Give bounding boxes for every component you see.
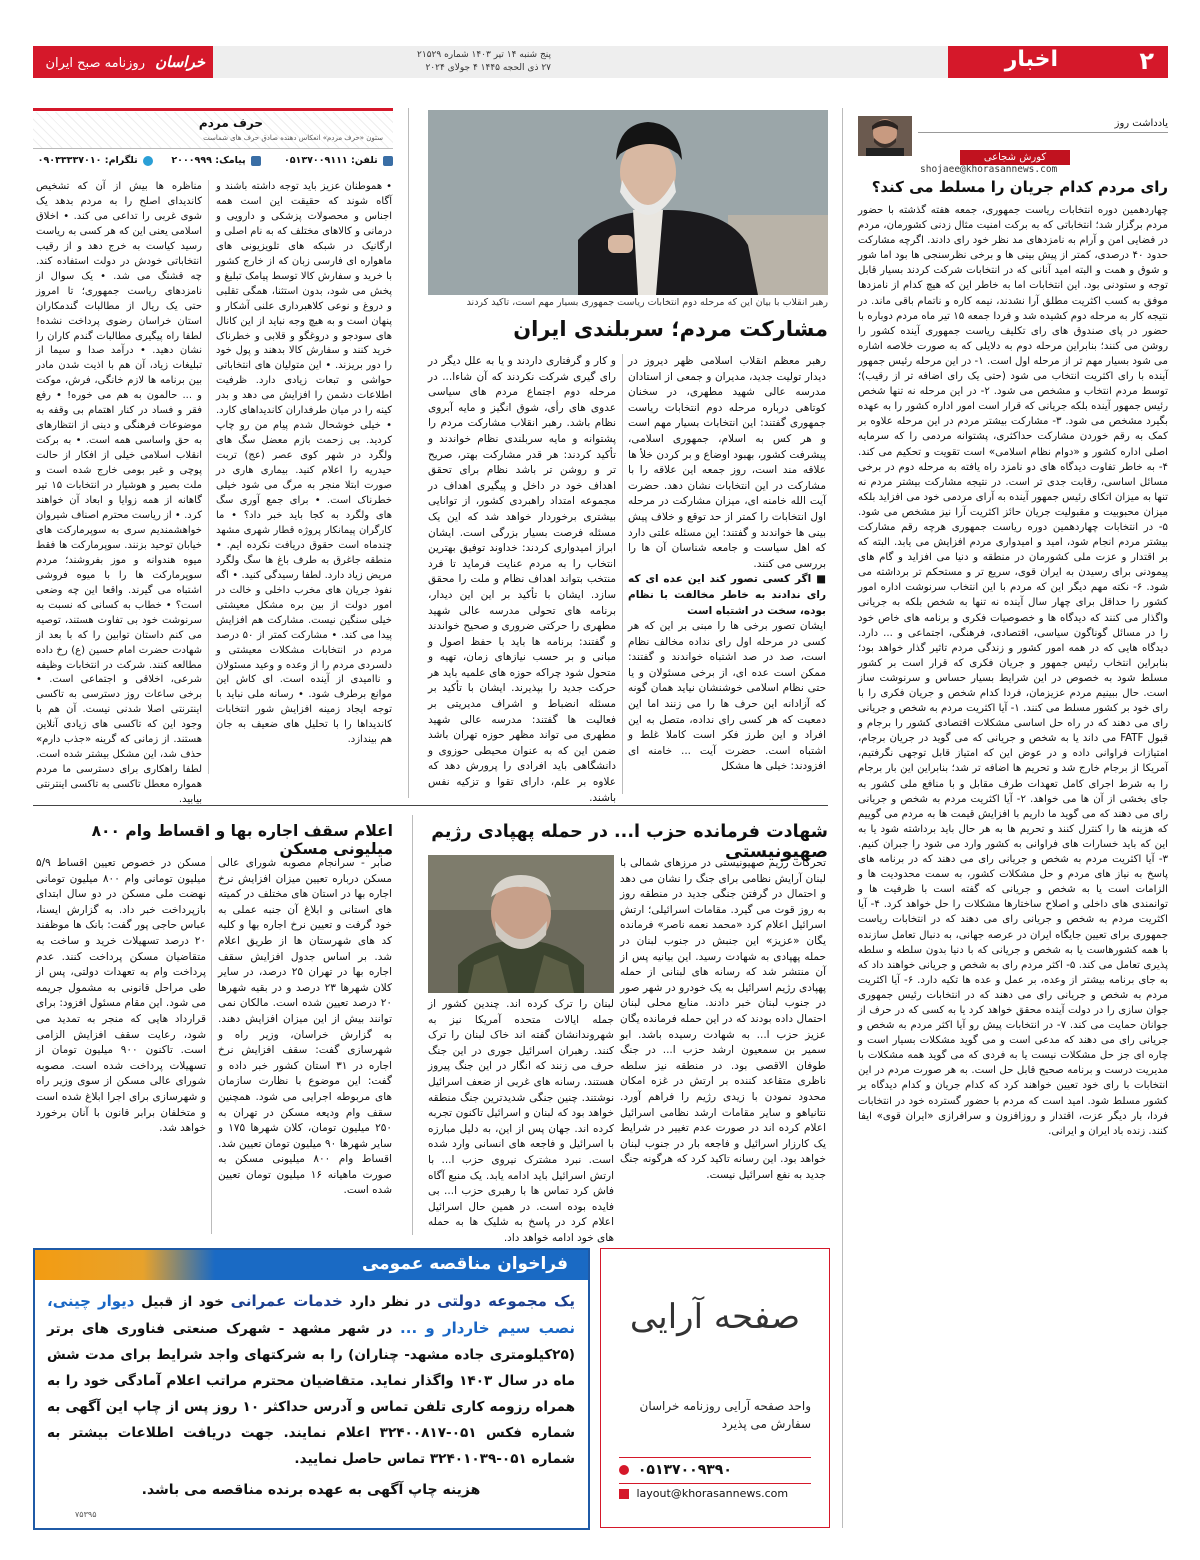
contact-telegram[interactable]	[38, 155, 153, 166]
contact-phone-number: ۰۵۱۳۷۰۰۹۱۱۱	[283, 155, 348, 166]
tender-ad-location: در شهر مشهد - شهرک صنعتی فناوری های برتر (۲۵کیلومتری جاده مشهد- چناران) را به شرکتهای واجد شرایط برای مدت شش ماه در سال ۱۴۰۳ واگذار نماید.	[47, 1321, 576, 1389]
tender-ad-work-text: خود از قبیل	[141, 1294, 225, 1310]
people-column-subtitle: ستون «حرف مردم» انعکاس دهنده صادق حرف های شماست	[203, 134, 383, 142]
opinion-author: کورش شجاعی	[960, 150, 1070, 165]
layout-ad-phone[interactable]	[619, 1457, 811, 1482]
main-article-divider	[622, 354, 623, 794]
layout-ad-description: واحد صفحه آرایی روزنامه خراسان سفارش می پذیرد	[639, 1399, 811, 1431]
people-column-divider	[208, 180, 209, 774]
newspaper-logo-band	[33, 46, 213, 78]
phone-icon	[383, 156, 393, 166]
main-article-subhead: ■ اگر کسی تصور کند این عده ای که رای ندادند به خاطر مخالفت با نظام بوده، سخت در اشتباه است	[628, 573, 826, 617]
contact-phone-label: تلفن:	[351, 155, 378, 166]
tender-ad-title: فراخوان مناقصه عمومی	[361, 1254, 568, 1274]
main-article-lead: رهبر معظم انقلاب اسلامی ظهر دیروز در دیدار تولیت جدید، مدیران و جمعی از استادان مدرسه عالی شهید مطهری، در سخنان کوتاهی درباره مرحله دوم انتخابات ریاست جمهوری گفتند: این انتخابات بسیار مهم است و هر کس به اسلام، جمهوری اسلامی، پیشرفت کشور، بهبود اوضاع و بر کردن خلأ ها علاقه مند است، روز جمعه این علاقه را با مشارکت در این انتخابات نشان دهد. حضرت آیت الله خامنه ای، میزان مشارکت در مرحله اول انتخابات را کمتر از حد توقع و خلاف پیش بینی ها خواندند و گفتند: این مسئله علتی دارد که اهل سیاست و جامعه شناسان آن ها را بررسی می کنند.	[628, 355, 826, 570]
sms-icon	[251, 156, 261, 166]
opinion-body: چهاردهمین دوره انتخابات ریاست جمهوری، جمعه هفته گذشته با حضور مردم برگزار شد؛ انتخاباتی که به برکت امنیت مثال زدنی کشورمان، مردم در فضایی امن و آرام به نامزدهای مد نظر خود رای دادند. اگرچه مشارکت حدود ۴۰ درصدی، کمتر از پیش بینی ها و برخی نظرسنجی ها بود اما شور و شوق و همت و البته امید آنانی که در انتخابات شرکت کردند بسیار قابل توجه و ستودنی بود. این انتخابات اما به خاطر این که هیچ کدام از نامزدها موفق به کسب اکثریت مطلق آرا نشدند، نیمه کاره و ناتمام باقی ماند. در نتیجه کار به مرحله دوم کشیده شد و فردا جمعه ۱۵ تیر ماه مردم دوباره با حضور در پای صندوق های رای تکلیف ریاست جمهوری آینده کشور را روشن می کنند؛ بنابراین مرحله دوم به دلایلی که به صورت خلاصه اشاره می شود بسیار مهم تر از مرحله اول است. ۱- در این مرحله رئیس جمهور آینده با رای اکثریت انتخاب می شود (حتی یک رای اضافه تر از رقیب)؛ توسط مردم انتخاب و مشخص می شود. ۲- در این مرحله نه تنها شخص رئیس جمهور آینده بلکه جریانی که قرار است امور اداره کشور را به عهده بگیرد مشخص می شود. ۳- مشارکت بیشتر مردم در این مرحله علاوه بر کمک به رقم خوردن مشارکت حداکثری، پشتوانه مردمی را که سرمایه اصلی اداره کشور و «دوام نظام اسلامی» است تقویت و تحکیم می کند. ۴- به خاطر تفاوت دیدگاه های دو نامزد راه یافته به مرحله دوم در برخی مسائل اساسی، رقابت جدی تر است. در نتیجه مشارکت بیشتر مردم نه تنها به میزان اتکای رئیس جمهور آینده به آرای مردمی خود می افزاید بلکه میزان محبوبیت و مقبولیت جریان حائز اکثریت آرا نیز مشخص می شود. ۵- در انتخابات چهاردهمین دوره ریاست جمهوری هرچه رقم مشارکت بیشتر مردم انجام شود، امید و امیدواری مردم افزایش می یابد. البته که بر اقتدار و عزت ملی کشورمان در منطقه و دنیا می افزاید و گام های پیمودنی برای رسیدن به ایران قوی، سریع تر و مستحکم تر برداشته می شود. ۶- نکته مهم دیگر این که مردم با این انتخاب سرنوشت اداره امور کشور را حداقل برای چهار سال آینده نه تنها به شخص بلکه به جریانی واگذار می کنند که دیدگاه ها و خصوصیات فکری و برنامه های خاص خود را در مسائل گوناگون سیاسی، اقتصادی، فرهنگی، اجتماعی و ... دارد. دیدگاه هایی که در همه امور کشور و زندگی مردم تاثیر گذار خواهد بود؛ بنابراین انتخاب رئیس جمهور و جریان فکری که قرار است بر کشور مسلط شود به خصوص در این شرایط بسیار حساس و سرنوشت ساز است. حال ببینیم مردم عزیزمان، فردا کدام شخص و جریان فکری را با رای خود بر کشور مسلط می کنند. ۱- آیا اکثریت مردم به شخص و جریانی رای می دهند که در راه حل اساسی مشکلات اقتصادی کشور را برجام و قبول FATF می داند یا به شخص و جریانی که می گوید در جریان برجام، امتیازات فراوانی داده و در عوض این که امتیاز قابل توجهی نگرفتیم، آمریکا از برجام خارج شد و تحریم ها اضافه تر شد؛ بنابراین این بار برجام را به شرط اجرای کامل تعهدات طرف مقابل و با منافع ملی کشور به جای بخشی از آن ها می خواهد. ۲- آیا اکثریت مردم به شخص و جریانی رای می دهند که می گوید ما داریم با افزایش قیمت ها به مردم می گوییم که هزینه ها را کنترل کنند و تحریم ها به هر حال باید برداشته شود یا به این که باید خسارات های فراوانی به کشور وارد می شود را جبران کنیم. ۳- آیا اکثریت مردم به شخص و جریانی رای می دهند که در برنامه های پاسخ به نیاز های مردم و حل مشکلات کشور، به سمت محدودیت ها و الزامات است یا به شخص و جریانی که گفته است با ظرفیت ها و توانمندی های داخلی و اصلاح ساختارها مشکلات را حل خواهد کرد. ۴- آیا اکثریت مردم به شخص و جریانی رای می دهند که در انتخابات ریاست جمهوری برای تعیین جایگاه ایران در عرصه جهانی، به دنبال تعامل سازنده با همه کشورهاست یا به شخص و جریانی که با دنیا بدون سلطه و سلطه پذیری تعامل می کند. ۵- اکثر مردم رای به شخص و جریانی خواهند داد که به جای برنامه بیشتر از وعده، بر عمل و عده ها تکیه دارد. ۶- آیا اکثریت مردم به شخص و جریانی رای می دهند که در انتخابات رئیس جمهوری جوان سازی را در دولت آینده محقق خواهد کرد یا به کسی که در حرف از جوانان حمایت می کند. ۷- در انتخابات پیش رو آیا اکثر مردم به شخص و جریانی رای می دهند که مدعی است و می گوید مشکلات بسیار است و چاره ای جز حل مشکلات نیست یا به فردی که می گوید همه مشکلات با مدیریت درست و برنامه صحیح قابل حل است. به هر صورت مردم در این انتخابات با رای خود تعیین خواهند کرد که کدام جریان و کدام دیدگاه بر کشور مسلط شود. امید است که مردم با حضور گسترده خود در انتخابات فردا، بار دیگر عزت، اقتدار و روزافزون و سرافرازی «ایران قوی» ایفا کنند. زنده باد ایران و ایرانی.	[858, 205, 1169, 1137]
layout-ad-email[interactable]	[619, 1483, 811, 1504]
contact-sms-number: ۲۰۰۰۹۹۹	[171, 155, 212, 166]
people-contact-bar	[33, 155, 393, 173]
tender-ad[interactable]	[33, 1248, 590, 1530]
issue-date-line-1: پنج شنبه ۱۴ تیر ۱۴۰۳ شماره ۲۱۵۲۹	[417, 50, 551, 60]
section-title: اخبار	[1004, 47, 1058, 72]
people-column-title: حرف مردم	[198, 116, 263, 130]
tender-ad-work: خدمات عمرانی	[230, 1292, 343, 1310]
contact-phone[interactable]	[284, 155, 393, 166]
tender-ad-work-items: دیوار چینی، نصب سیم خاردار و ...	[47, 1292, 575, 1337]
hezbollah-article-photo	[428, 855, 614, 993]
contact-telegram-number: ۰۹۰۳۳۳۳۷۰۱۰	[37, 155, 102, 166]
layout-service-ad[interactable]	[600, 1248, 830, 1528]
page-number: ۲	[1139, 47, 1154, 75]
issue-date	[401, 49, 551, 75]
contact-sms-label: پیامک:	[215, 155, 246, 166]
issue-date-line-2: ۲۷ ذی الحجه ۱۴۴۵ ۴ جولای ۲۰۲۴	[425, 63, 551, 73]
hezbollah-article-title: شهادت فرمانده حزب ا... در حمله پهپادی رژیم صهیونیستی	[431, 822, 828, 862]
main-article-title: مشارکت مردم؛ سربلندی ایران	[513, 317, 828, 341]
email-icon	[619, 1489, 629, 1499]
section-band	[948, 46, 1168, 78]
hezbollah-article-col-1: تحرکات رژیم صهیونیستی در مرزهای شمالی با لبنان آرایش نظامی برای جنگ را نشان می دهد و احتمال در گرفتن جنگی جدید در منطقه روز به روز قوت می گیرد. مقامات اسرائیلی؛ ارتش اسرائیل اعلام کرد «محمد نعمه ناصر» فرمانده یگان «عزیز» این جنبش در جنوب لبنان در حمله پهپادی به شهادت رسید. این بیانیه پس از آن منتشر شد که رسانه های لبنانی از حمله پهپادی رژیم اسرائیل به یک خودرو در شهر صور در جنوب لبنان خبر دادند. منابع محلی لبنان احتمال داده بودند که در این حمله فرمانده یگان عزیز حزب ا... به شهادت رسیده باشد. ابو سمیر بن سمعیون ارشد حزب ا... در جنگ طوفان الاقصی بود. در منطقه نیز سلطه ناظری متقاعد کننده بر ارتش در غزه امکان محدود نمودن با زیدی رژیم را فراهم آورد. نتانیاهو و سایر مقامات ارشد نظامی اسرائیل اعلام کرده اند در صورت عدم تغییر در شرایط یک کارزار اسرائیل و فاجعه بار در جنوب لبنان خواهد بود. این رسانه تاکید کرد که هرگونه جنگ جدید به نفع اسرائیل نیست.	[620, 857, 826, 1181]
main-article-caption: رهبر انقلاب با بیان این که مرحله دوم انتخابات ریاست جمهوری بسیار مهم است، تاکید کردند	[466, 297, 828, 308]
opinion-title: رای مردم کدام جریان را مسلط می کند؟	[871, 178, 1168, 196]
newspaper-logo[interactable]	[45, 53, 205, 71]
main-article-photo	[428, 110, 828, 295]
main-article-col-left: و کار و گرفتاری داردند و یا به علل دیگر در رای گیری شرکت نکردند که آن شاءا... در مرحله دوم اجتماع مردم های سیاسی عدوی های رأی، شوق انگیز و مایه آبروی نظام باشد. رهبر انقلاب مشارکت مردم را پشتوانه و مایه سربلندی نظام خواندند و تأکید کردند: هر قدر مشارکت بهتر، صریح تر و روشن تر باشد نظام برای تحقق اهداف خود در داخل و پیگیری اهداف در مجموعه امتداد راهبردی کشور، از توانایی بیشتری برخوردار خواهد شد که این یک مسئله فرصت بسیار بزرگی است. ایشان ابراز امیدواری کردند: خداوند توفیق بهترین انتخاب را به مردم عنایت فرماید تا فرد منتخب بتواند اهداف نظام و ملت را محقق سازد. ایشان با تأکید بر این این دیدار، برنامه های تحولی مدرسه عالی شهید مطهری را حرکتی ضروری و صحیح خواندند و گفتند: برنامه ها باید با حفظ اصول و مبانی و بر حسب نیازهای زمان، تهیه و متحول شود چراکه حوزه های علمیه باید هر حرکت جدید را بپذیرند. ایشان با تأکید بر مسئله انضباط و اشراف مدیریتی بر فعالیت ها گفتند: مدرسه عالی شهید مطهری می تواند مظهر حوزه تهران باشد ضمن این که به عنوان محیطی حوزوی و دانشگاهی باید افرادی را پرورش دهد که علاوه بر علم، دارای تقوا و تزکیه نفس باشند.	[428, 355, 616, 804]
logo-sub-text: روزنامه صبح ایران	[45, 56, 145, 71]
logo-main-text: خراسان	[155, 53, 205, 71]
tender-ad-intro: در نظر دارد	[349, 1294, 431, 1310]
people-column-text-1: • هموطنان عزیز باید توجه داشته باشند و آگاه شوند که حقیقت این است همه اجناس و محصولات پزشکی و دارویی و درمانی و کالاهای مختلف که به نام اصلی و ارگانیک در شبکه های تلویزیونی های ماهواره ای فارسی زبان که از خارج کشور با خرید و سفارش کالا توسط پیامک تبلیغ و پخش می شود، بدون استثنا، همگی تقلبی و دروغ و نوعی کلاهبرداری علنی آشکار و پنهان است و به هیچ وجه نباید از این کانال های سودجو و دروغگو و قلابی و خطرناک خرید کنند و سفارش کالا بدهند و پول خود را دور بریزند. • این متولیان های انتخاباتی حواشی و تبعات زیادی دارد. ظرفیت اطلاعات دشمن را افزایش می دهد و بدر کینه را در میان طرفداران کاندیداهای کارد. • خیلی خوشحال شدم پیام من رو چاپ کردید. بی زحمت بازم معضل سگ های ولگرد در شهر کوی عصر (عج) تربت حیدریه را اعلام کنید. بیماری هاری در صورت ابتلا منجر به مرگ می شود خیلی خطرناک است. • برای جمع آوری سگ های ولگرد به کجا باید خبر داد؟ • ما کارگران پیمانکار پروژه قطار شهری مشهد چندماه است حقوق دریافت نکرده ایم. • منطقه جاغرق به طرف باغ ها سگ ولگرد مریض زیاد دارد. لطفا رسیدگی کنید. • اگه نفوذ جریان های مخرب داخلی و خالت در امور دولت از بین بره مشکل معیشتی خیلی سنگین نیست. مشارکت هم افزایش پیدا می کند. • مشارکت کمتر از ۵۰ درصد مردم در انتخابات مشکلات معیشتی و دلسردی مردم را از وعده و وعید مسئولان و ناامیدی از آینده است. ای کاش این موانع برطرف شود. • رسانه ملی نباید با توجه ایجاد زمینه افزایش شور انتخابات کاندیداها را با تحلیل های ضعیف به جان هم بیندازد.	[216, 181, 392, 746]
rent-article-title: اعلام سقف اجاره بها و اقساط وام ۸۰۰ میلیونی مسکن	[91, 822, 393, 858]
tender-ad-info: جهت دریافت اطلاعات بیشتر به شماره ۰۵۱-۳۲۴۰۱۰۳۹ تماس حاصل نمایید.	[47, 1425, 575, 1467]
header-date-band	[213, 46, 948, 78]
column-divider	[408, 108, 409, 798]
contact-sms[interactable]	[171, 155, 261, 166]
opinion-author-email[interactable]: shojaee@khorasannews.com	[920, 164, 1058, 175]
telegram-icon	[143, 156, 153, 166]
main-article-continued: ایشان تصور برخی ها را مبنی بر این که هر کسی در مرحله اول رای نداده مخالف نظام است، صد در صد اشتباه خواندند و گفتند: ممکن است عده ای، از برخی مسئولان و یا حتی نظام اسلامی خوشنشان نیاید همان گونه که آزادانه این حرف ها را می زنند اما این دمعیت که هر کسی رای نداده، متصل به این افراد و این طرز فکر است کاملا غلط و اشتباه است. حضرت آیت ... خامنه ای افزودند: خیلی ها مشکل	[628, 620, 826, 773]
layout-ad-title: صفحه آرایی	[629, 1297, 801, 1337]
rent-article-divider	[211, 856, 212, 1234]
tender-ad-header	[35, 1250, 588, 1280]
rent-article-col-1: صابر - سرانجام مصوبه شورای عالی مسکن درباره تعیین میزان افزایش نرخ اجاره بها در استان های مختلف در کمیته های استانی و ابلاغ آن جنبه عملی به خود گرفت و تعیین نرخ اجاره بها و کلیه کد های شهرستان ها از طریق اعلام شد. بر اساس جدول افزایش سقف اجاره بها در تهران ۲۵ درصد، در سایر کلان شهرها ۲۳ درصد و در بقیه شهرها ۲۰ درصد تعیین شده است. مالکان نمی توانند بیش از این میزان افزایش دهند. به گزارش خراسان، وزیر راه و شهرسازی گفت: سقف افزایش نرخ اجاره در ۳۱ استان کشور خبر داده و گفت: این موضوع با نظارت سازمان های مربوطه اجرایی می شود. همچنین سقف وام ودیعه مسکن در تهران به ۲۵۰ میلیون تومان، کلان شهرها ۱۷۵ و سایر شهرها ۹۰ میلیون تومان تعیین شد. اقساط وام ۸۰۰ میلیونی مسکن به صورت ماهیانه ۱۶ میلیون تومان تعیین شده است.	[218, 857, 392, 1197]
main-article-col-right	[628, 354, 826, 796]
page-header	[33, 46, 1168, 78]
tender-ad-body	[47, 1288, 575, 1472]
people-column-text-2: مناظره ها بیش از آن که تشخیص کاندیدای اصلح را به مردم بدهد یک شوی غربی را تداعی می کند. • اخلاق اسلامی یعنی این که هر کسی به ریاست رسید کیاست به خرج دهد و از رقیب انتخاباتی خودش در دولت استفاده کند. چه قشنگ می شد. • یک سوال از نامزدهای ریاست جمهوری؛ تا امروز حتی یک ریال از مطالبات گندمکاران استان خراسان رضوی پرداخت نشده! لطفا راه پیگیری مطالبات گندم کاران را نشان دهید. • درآمد صدا و سیما از تبلیغات زیاد، آن هم با اذیت شدن مادر بین برنامه ها لازم خانگی، فرش، موکت و ... حالمون به هم می خوره! • رفع فقر و فساد در کنار اهتمام بی وقفه به موضوعات فرهنگی و دینی از انتظارهای به حق واساسی همه است. • به برکت انقلاب اسلامی خیلی از افکار از حالت پوچی و غیر بومی خارج شده است و ملت بصیر و هوشیار در انتخابات ۱۵ تیر گاهانه از همه زوایا و ابعاد آن خواهند کرد. • از ریاست محترم اصناف شیروان خواهشمندیم سری به سوپرمارکت های خیابان توحید بزنند. سوپرمارکت ها فقط میوه هندوانه و موز بفروشند؛ مردم سوپرمارکت ها را با میوه فروشی اشتباه می گیرند. واقعا این چه وضعی است؟ • خطاب به کسانی که نسبت به سرنوشت خود بی تفاوت هستند، توصیه می کنم داستان توابین را که با بعد از شهادت حضرت امام حسین (ع) رخ داده مطالعه کنند. شرکت در انتخابات وظیفه شرعی، اخلاقی و اجتماعی است. • برخی ساعات روز دسترسی به تاکسی اینترنتی اصلا شدنی نیست. آن هم با وجود این که تاکسی های زیادی آنلاین هستند. از زمانی که گرینه «جذب دارم» حذف شد، این مشکل بیشتر شده است. لطفا راهکاری برای دسترسی ما مردم همواره معطل تاکسی به تاکسی اینترنتی بیابید.	[35, 181, 203, 806]
tender-ad-footer: هزینه چاپ آگهی به عهده برنده مناقصه می باشد.	[141, 1482, 481, 1498]
opinion-kicker: یادداشت روز	[918, 118, 1168, 133]
phone-icon	[619, 1465, 629, 1475]
contact-telegram-label: تلگرام:	[104, 155, 138, 166]
hezbollah-article-col-2: لبنان را ترک کرده اند. چندین کشور از جمله ایالات متحده آمریکا نیز به شهروندانشان گفته اند خاک لبنان را ترک کنند. رهبران اسرائیل جوری در این جنگ حرف می زنند که انگار در این جنگ پیروز هستند. رسانه های غربی از ضعف اسرائیل نوشتند. چنین جنگی شدیدترین جنگ منطقه خواهد بود که لبنان و اسرائیل تاکنون تجربه کرده اند. جهان پس از این، به دلیل مبارزه با اسرائیل و فاجعه های انسانی وارد شده است. نبرد مشترک نیروی حزب ا... با ارتش اسرائیل باید ادامه یابد. یک منبع آگاه فاش کرد تماس ها با رهبری حزب ا... بی فایده بوده است. در همین حال اسرائیل اعلام کرد در پاسخ به شلیک ها به حمله های خود ادامه خواهد داد.	[428, 998, 614, 1244]
tender-ad-code: ۷۵۳۹۵	[75, 1510, 97, 1519]
column-divider	[412, 815, 413, 1235]
layout-ad-phone-number: ۰۵۱۳۷۰۰۹۳۹۰	[637, 1462, 732, 1478]
people-column-header	[33, 112, 393, 149]
rent-article-col-2: مسکن در خصوص تعیین اقساط ۵/۹ میلیون تومانی وام ۸۰۰ میلیون تومانی نهضت ملی مسکن در دو سال ابتدای بازپرداخت خبر داد. به گزارش ایسنا، عباس حاجی پور گفت: بانک ها موظفند ۲۰ درصد تسهیلات خرید و ساخت به متقاضیان مسکن پرداخت کنند. عدم پرداخت وام به تعهدات دولتی، پس از طی مراحل قانونی به مشمول جریمه می شود. این مقام مسئول افزود: برای قرارداد هایی که منجر به تمدید می شود، رعایت سقف افزایش الزامی است. تاکنون ۹۰۰ میلیون تومان از تسهیلات پرداخت شده است. مصوبه شورای عالی مسکن از سوی وزیر راه و شهرسازی برای اجرا ابلاغ شده است و متخلفان برابر قانون با آنان برخورد خواهد شد.	[36, 857, 206, 1135]
tender-ad-org: یک مجموعه دولتی	[437, 1292, 576, 1310]
section-divider	[33, 805, 828, 806]
tender-ad-apply: متقاضیان محترم مراتب اعلام آمادگی خود را به همراه رزومه کاری تلفن تماس و آدرس حداکثر ۱۰ روز پس از چاپ این آگهی به شماره فکس ۰۵۱-۳۲۴۰۰۸۱۷ اعلام نمایند.	[47, 1373, 575, 1441]
column-divider	[842, 108, 843, 1528]
tender-ad-header-accent	[35, 1250, 215, 1280]
layout-ad-email-address: layout@khorasannews.com	[636, 1487, 789, 1500]
